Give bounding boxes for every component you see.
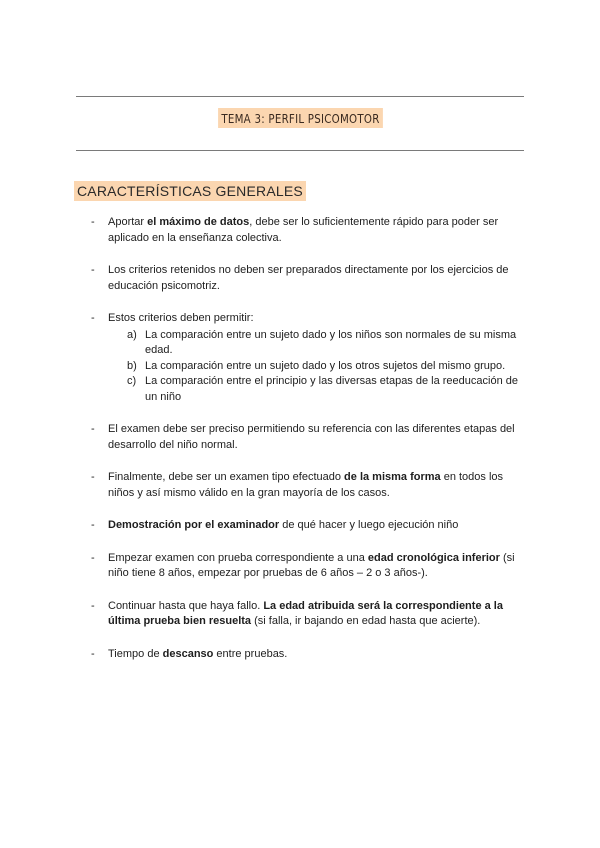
bullet-dash: - [91,551,95,564]
list-item [0,470,600,501]
list-item [0,215,600,246]
bullet-dash: - [91,647,95,660]
text-run: (si niño tiene 8 años, empezar por pruebas de 6 años – 2 o 3 años-). [108,551,515,579]
bullet-dash: - [91,312,95,324]
bullet-dash: - [91,471,95,483]
text-run: Aportar [108,216,148,228]
list-item [0,647,600,663]
bullet-dash: - [91,216,95,228]
list-item [0,551,600,582]
list-item-text [108,551,523,582]
list-item [0,599,600,630]
emphasis-text: el máximo de datos [147,216,250,228]
sub-list-label: c) [127,375,137,387]
text-run: en todos los niños y así mismo válido en la gran mayoría de los casos. [108,471,504,499]
page-title: TEMA 3: PERFIL PSICOMOTOR [218,108,383,128]
emphasis-text: descanso [162,647,214,660]
list-item [0,518,600,534]
emphasis-text: de la misma forma [344,471,441,483]
text-run: , debe ser lo suficientemente rápido para poder ser aplicado en la enseñanza colectiva. [108,216,499,244]
bullet-dash: - [91,264,95,276]
list-item [0,311,600,405]
list-item [0,263,600,294]
sub-list [0,328,600,406]
bottom-divider [76,150,524,151]
sub-list-text: La comparación entre un sujeto dado y los otros sujetos del mismo grupo. [145,359,506,372]
text-run: Los criterios retenidos no deben ser preparados directamente por los ejercicios de educación psicomotriz. [108,264,509,292]
text-run: El examen debe ser preciso permitiendo su referencia con las diferentes etapas del desarrollo del niño normal. [108,423,515,451]
top-divider [76,96,524,97]
sub-list-label: a) [127,328,137,341]
sub-list-item [0,328,600,359]
list-item-text [108,470,523,501]
bullet-dash: - [91,423,95,435]
sub-list-text: La comparación entre el principio y las diversas etapas de la reeducación de un niño [145,375,518,403]
sub-list-label: b) [127,359,137,372]
bullet-dash: - [91,599,95,612]
sub-list-item [0,359,600,375]
list-item-text [108,263,523,294]
bullet-list [0,215,600,679]
text-run: Continuar hasta que haya fallo. [108,599,264,612]
list-item [0,422,600,453]
emphasis-text: La edad atribuida será la correspondiente a la última prueba bien resuelta [108,599,503,627]
emphasis-text: edad cronológica inferior [367,551,500,564]
bullet-dash: - [91,519,95,531]
list-item-text [108,518,523,534]
section-heading: CARACTERÍSTICAS GENERALES [74,181,306,201]
sub-list-item [0,374,600,405]
text-run: de qué hacer y luego ejecución niño [279,519,459,531]
sub-list-text: La comparación entre un sujeto dado y los niños son normales de su misma edad. [145,328,517,356]
text-run: (si falla, ir bajando en edad hasta que acierte). [251,615,481,627]
list-item-text [108,422,523,453]
title-block [0,108,600,128]
text-run: Tiempo de [108,647,163,660]
list-item-text [108,647,523,663]
list-item-text [108,311,523,327]
text-run: Empezar examen con prueba correspondiente a una [108,551,368,564]
text-run: entre pruebas. [213,647,288,660]
list-item-text [108,215,523,246]
emphasis-text: Demostración por el examinador [108,519,280,531]
text-run: Finalmente, debe ser un examen tipo efectuado [108,471,345,483]
text-run: Estos criterios deben permitir: [108,312,254,324]
list-item-text [108,599,523,630]
